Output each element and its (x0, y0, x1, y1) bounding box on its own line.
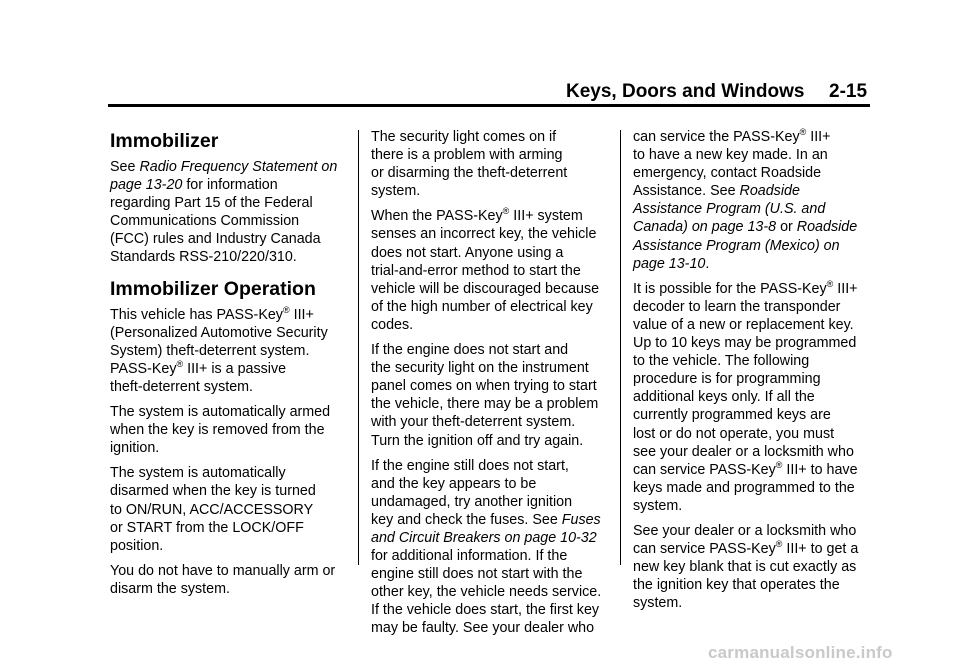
paragraph-incorrect-key: When the PASS-Key® III+ system senses an incorrect key, the vehicle does not start. Anyone using a trial-and-error method to start the vehicle will be discouraged because of the high number of electrical key codes. (371, 206, 600, 333)
link-roadside-us[interactable]: Roadside (739, 183, 800, 200)
heading-immobilizer-operation: Immobilizer Operation (110, 277, 316, 300)
heading-immobilizer: Immobilizer (110, 130, 219, 152)
paragraph-programming: It is possible for the PASS-Key® III+ decoder to learn the transponder value of a new or replacement key. Up to 10 keys may be programmed to the vehicle. The following procedure is for programming additional keys only. If all the currently programmed keys are lost or do not operate, you must see your dealer or a locksmith who can service PASS-Key® III+ to have keys made and programmed to the system. (633, 278, 858, 514)
registered-mark: ® (282, 304, 290, 315)
link-fuses[interactable]: Fuses (561, 511, 601, 528)
paragraph-key-blank: See your dealer or a locksmith who can service PASS-Key® III+ to get a new key blank that is cut exactly as the ignition key that operates the system. (633, 522, 859, 612)
paragraph-engine-still: If the engine still does not start, and the key appears to be undamaged, try another ignition key and check the fuses. See Fuses and Circuit Breakers on page 10-32 for additional information. If the engine still does not start with the other key, the vehicle needs service. If the vehicle does start, the first key may be faulty. See your dealer who (371, 457, 602, 637)
paragraph-manual: You do not have to manually arm or disarm the system. (110, 562, 336, 597)
link-page-13-8[interactable]: Canada) on page 13-8 (633, 219, 777, 236)
link-radio-frequency[interactable]: Radio Frequency Statement on (139, 159, 338, 175)
column-divider (620, 130, 621, 565)
column-divider (358, 130, 359, 565)
page-number: 2-15 (829, 81, 868, 102)
registered-mark: ® (826, 278, 834, 289)
section-title: Keys, Doors and Windows (566, 81, 805, 102)
paragraph-pass-key-intro: This vehicle has PASS-Key® III+ (Personalized Automotive Security System) theft-deterrent system. PASS-Key® III+ is a passive theft-deterrent system. (110, 304, 328, 395)
paragraph-new-key: can service the PASS-Key® III+ to have a new key made. In an emergency, contact Roadside Assistance. See Roadside Assistance Program (U.S. and Canada) on page 13-8 or Roadside Assistance Program (Mexico) on page 13-10. (633, 127, 858, 272)
registered-mark: ® (799, 127, 807, 137)
column-1 (110, 128, 346, 605)
paragraph-security-light: The security light comes on if there is a problem with arming or disarming the theft-deterrent system. (371, 129, 568, 200)
header-rule (108, 104, 870, 107)
paragraph-armed: The system is automatically armed when the key is removed from the ignition. (110, 404, 331, 457)
paragraph-radio-reference: See Radio Frequency Statement on page 13-20 for information regarding Part 15 of the Federal Communications Commission (FCC) rules and Industry Canada Standards RSS-210/220/310. (110, 159, 338, 266)
column-3 (633, 128, 869, 619)
link-roadside-us-cont[interactable]: Assistance Program (U.S. and (633, 201, 826, 218)
watermark: carmanualsonline.info (708, 643, 893, 662)
paragraph-disarmed: The system is automatically disarmed when the key is turned to ON/RUN, ACC/ACCESSORY or START from the LOCK/OFF position. (110, 465, 316, 554)
link-page-13-10[interactable]: page 13-10 (633, 255, 706, 272)
registered-mark: ® (775, 539, 783, 550)
column-2 (371, 128, 607, 645)
registered-mark: ® (176, 358, 184, 369)
link-page-13-20[interactable]: page 13-20 (110, 177, 183, 194)
registered-mark: ® (502, 206, 510, 217)
link-circuit-breakers[interactable]: and Circuit Breakers on page 10-32 (371, 529, 597, 546)
paragraph-engine-no-start: If the engine does not start and the security light on the instrument panel comes on when trying to start the vehicle, there may be a problem with your theft-deterrent system. Turn the ignition off and try again. (371, 342, 599, 449)
registered-mark: ® (775, 459, 783, 470)
link-roadside-mexico[interactable]: Roadside (796, 219, 858, 236)
link-roadside-mexico-cont[interactable]: Assistance Program (Mexico) on (633, 237, 840, 254)
